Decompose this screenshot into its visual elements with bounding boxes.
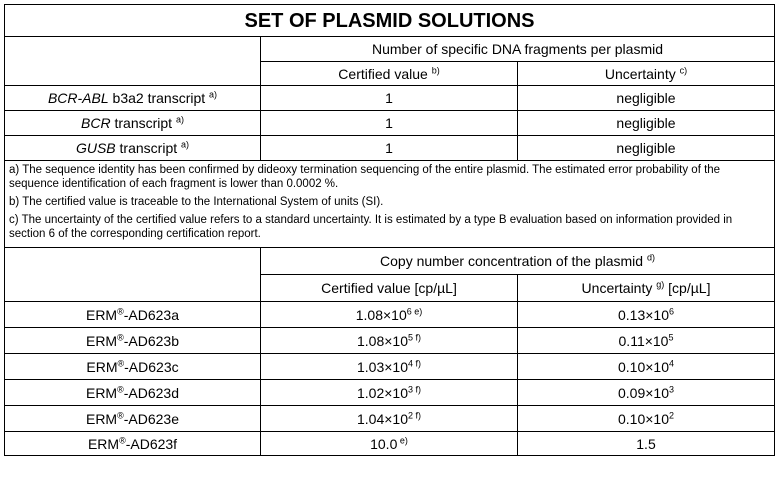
- material-name: ERM®-AD623e: [5, 406, 261, 432]
- uncertainty-value: negligible: [518, 136, 775, 161]
- certified-value: $1.02\times 10^3$ $^{f)}$: [261, 380, 518, 406]
- footnote-a: a) The sequence identity has been confirmed by dideoxy termination sequencing of the entire plasmid. The estimated error probability of the sequence identification of each fragment is lower than 0.0002 %.: [9, 164, 721, 190]
- uncertainty-value: $0.13\times 10^6$: [518, 302, 775, 328]
- transcript-name: BCR transcript $^{a)}$: [5, 111, 261, 136]
- table-title: SET OF PLASMID SOLUTIONS: [5, 5, 775, 37]
- table-row: [5, 328, 775, 354]
- material-name: ERM®-AD623c: [5, 354, 261, 380]
- uncertainty-value: 1.5: [518, 432, 775, 456]
- transcript-name: GUSB transcript $^{a)}$: [5, 136, 261, 161]
- certified-value: $1.08\times 10^6$ $^{e)}$: [261, 302, 518, 328]
- material-name: ERM®-AD623b: [5, 328, 261, 354]
- certified-value: $1.03\times 10^4$ $^{f)}$: [261, 354, 518, 380]
- table-row: [5, 432, 775, 456]
- table-row: [5, 406, 775, 432]
- certified-value-header: Certified value [cp/µL]: [261, 275, 518, 302]
- certified-value: $1.08\times 10^5$ $^{f)}$: [261, 328, 518, 354]
- uncertainty-header: Uncertainty $^{g)}$ [cp/µL]: [518, 275, 775, 302]
- material-name: ERM®-AD623a: [5, 302, 261, 328]
- footnotes: [5, 161, 775, 248]
- fragments-group-header: Number of specific DNA fragments per plasmid: [261, 37, 775, 62]
- empty-header-cell: [5, 37, 261, 62]
- transcript-name: BCR-ABL b3a2 transcript $^{a)}$: [5, 86, 261, 111]
- table-row: [5, 136, 775, 161]
- table-row: [5, 354, 775, 380]
- material-name: ERM®-AD623d: [5, 380, 261, 406]
- table-row: [5, 302, 775, 328]
- uncertainty-value: $0.10\times 10^4$: [518, 354, 775, 380]
- certified-value: 1: [261, 111, 518, 136]
- footnote-b: b) The certified value is traceable to the International System of units (SI).: [9, 196, 384, 208]
- uncertainty-value: $0.09\times 10^3$: [518, 380, 775, 406]
- table-row: [5, 380, 775, 406]
- footnote-c: c) The uncertainty of the certified value refers to a standard uncertainty. It is estimated by a type B evaluation based on information provided in section 6 of the corresponding certification report.: [9, 214, 733, 240]
- certified-value: 10.0 $^{e)}$: [261, 432, 518, 456]
- uncertainty-value: $0.11\times 10^5$: [518, 328, 775, 354]
- table-row: [5, 86, 775, 111]
- concentration-group-header: Copy number concentration of the plasmid $^{d)}$: [261, 248, 775, 275]
- empty-header-cell: [5, 275, 261, 302]
- certified-value: 1: [261, 136, 518, 161]
- empty-header-cell: [5, 248, 261, 275]
- table-row: [5, 111, 775, 136]
- certified-value-header: Certified value $^{b)}$: [261, 62, 518, 86]
- certified-value: $1.04\times 10^2$ $^{f)}$: [261, 406, 518, 432]
- certified-value: 1: [261, 86, 518, 111]
- material-name: ERM®-AD623f: [5, 432, 261, 456]
- plasmid-table: [4, 4, 775, 456]
- uncertainty-value: $0.10\times 10^2$: [518, 406, 775, 432]
- uncertainty-value: negligible: [518, 111, 775, 136]
- uncertainty-value: negligible: [518, 86, 775, 111]
- uncertainty-header: Uncertainty $^{c)}$: [518, 62, 775, 86]
- empty-header-cell: [5, 62, 261, 86]
